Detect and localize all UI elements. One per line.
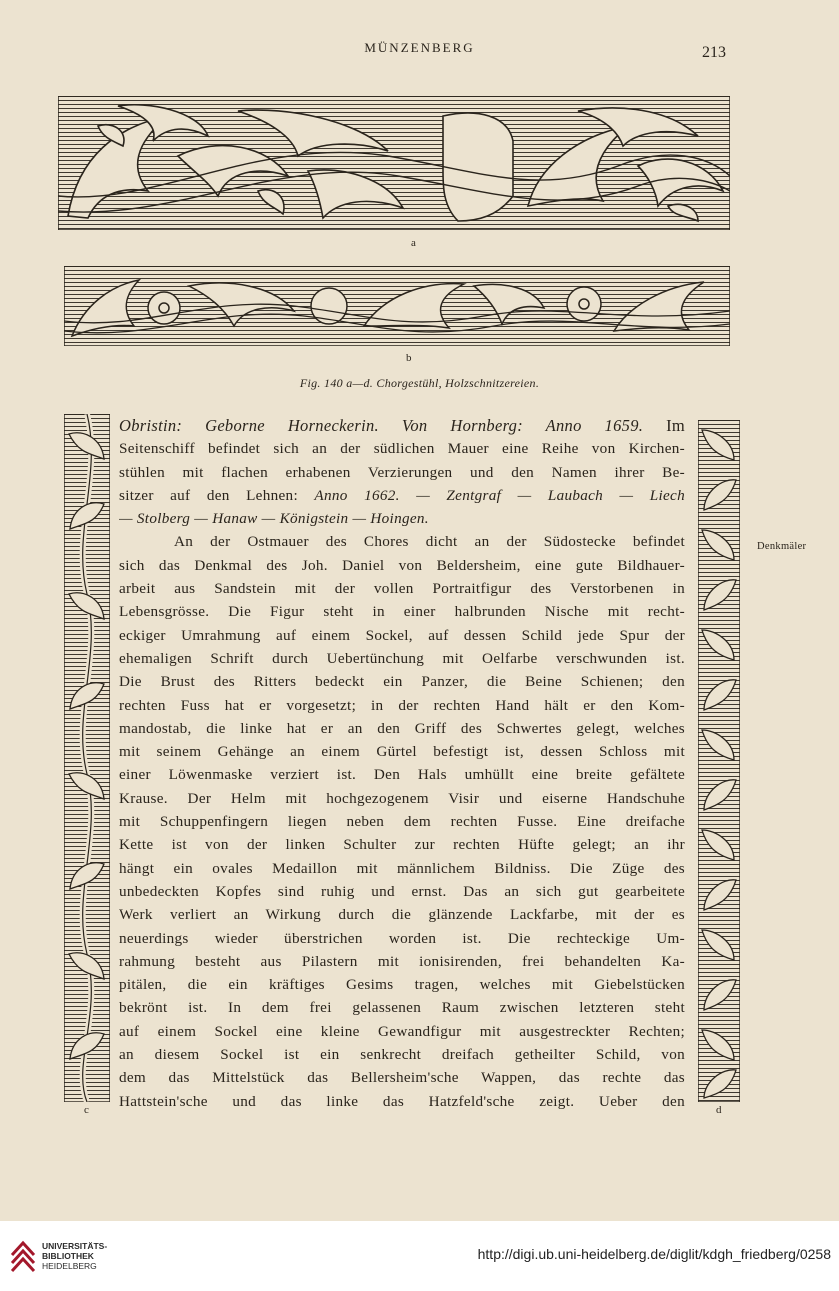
text-line: hängt ein ovales Medaillon mit männlichem Bildniss. Die Züge des [119, 859, 685, 877]
text-line: ehemaligen Schrift durch Uebertünchung mit Oelfarbe verschwunden ist. [119, 649, 685, 667]
carving-border-c [64, 414, 110, 1102]
text-line: sitzer auf den Lehnen: Anno 1662. — Zentgraf — Laubach — Liech [119, 486, 685, 504]
carving-border-d [698, 420, 740, 1102]
text-line: arbeit aus Sandstein mit der vollen Portraitfigur des Verstorbenen in [119, 580, 685, 598]
body-text [119, 414, 685, 1113]
text-line: neuerdings wieder überstrichen worden ist. Die rechteckige Um- [119, 929, 685, 947]
figure-label-b: b [406, 352, 412, 364]
text-line: dem das Mittelstück das Bellersheim'sche Wappen, das rechte das [119, 1069, 685, 1087]
text-line: einer Löwenmaske verziert ist. Den Hals umhüllt eine breite gefältete [119, 766, 685, 784]
text-line: rechten Fuss hat er vorgesetzt; in der rechten Hand hält er den Kom- [119, 696, 685, 714]
figure-label-c: c [84, 1104, 89, 1116]
text-line: Seitenschiff befindet sich an der südlichen Mauer eine Reihe von Kirchen- [119, 440, 685, 458]
text-line: pitälen, die ein kräftiges Gesims tragen, welches mit Giebelstücken [119, 976, 685, 994]
text-line: An der Ostmauer des Chores dicht an der Südostecke befindet [174, 533, 685, 551]
figure-caption: Fig. 140 a—d. Chorgestühl, Holzschnitzereien. [299, 376, 540, 390]
text-line: Obristin: Geborne Horneckerin. Von Hornberg: Anno 1659. Im [119, 416, 685, 435]
running-head: MÜNZENBERG [364, 40, 475, 55]
carving-band-a [58, 96, 730, 230]
text-line: an diesem Sockel ist ein senkrecht dreifach getheilter Schild, von [119, 1046, 685, 1064]
source-url-link[interactable]: http://digi.ub.uni-heidelberg.de/diglit/kdgh_friedberg/0258 [477, 1246, 831, 1262]
text-line: mit seinem Gehänge an einem Gürtel befestigt ist, dessen Schloss mit [119, 743, 685, 761]
text-line: auf einem Sockel eine kleine Gewandfigur mit ausgestreckter Rechten; [119, 1022, 685, 1040]
text-line: Lebensgrösse. Die Figur steht in einer halbrunden Nische mit recht- [119, 603, 685, 621]
text-line: mit Schuppenfingern liegen neben dem rechten Fusse. Eine dreifache [119, 813, 685, 831]
university-library-logo-icon[interactable] [8, 1235, 38, 1279]
library-name: UNIVERSITÄTS- BIBLIOTHEK HEIDELBERG [42, 1241, 108, 1271]
text-line: — Stolberg — Hanaw — Königstein — Hoingen. [119, 510, 429, 528]
text-line: Werk verliert an Wirkung durch die glänzende Lackfarbe, mit der es [119, 906, 685, 924]
text-line: Krause. Der Helm mit hochgezogenem Visir und eiserne Handschuhe [119, 789, 685, 807]
text-line: bekrönt ist. In dem frei gelassenen Raum zwischen letzteren steht [119, 999, 685, 1017]
carving-band-b [64, 266, 730, 346]
page-number: 213 [702, 44, 726, 61]
text-line: unbedeckten Kopfes sind ruhig und ernst. Das an sich gut gearbeitete [119, 882, 685, 900]
margin-note: Denkmäler [757, 541, 807, 552]
text-line: mandostab, die linke hat er an den Griff des Schwertes gelegt, welches [119, 719, 685, 737]
figure-label-a: a [411, 237, 416, 249]
figure-label-d: d [716, 1104, 722, 1116]
text-line: stühlen mit flachen erhabenen Verzierungen und den Namen ihrer Be- [119, 463, 685, 481]
text-line: Die Brust des Ritters bedeckt ein Panzer, die Beine Schienen; den [119, 673, 685, 691]
text-line: sich das Denkmal des Joh. Daniel von Beldersheim, eine gute Bildhauer- [119, 556, 685, 574]
text-line: Hattstein'sche und das linke das Hatzfeld'sche zeigt. Ueber den [119, 1092, 685, 1110]
text-line: Kette ist von der linken Schulter zur rechten Hüfte gelegt; an ihr [119, 836, 685, 854]
text-line: eckiger Umrahmung auf einem Sockel, auf dessen Schild jede Spur der [119, 626, 685, 644]
text-line: rahmung besteht aus Pilastern mit ionisirenden, frei behandelten Ka- [119, 952, 685, 970]
footer-bar [0, 1221, 839, 1291]
